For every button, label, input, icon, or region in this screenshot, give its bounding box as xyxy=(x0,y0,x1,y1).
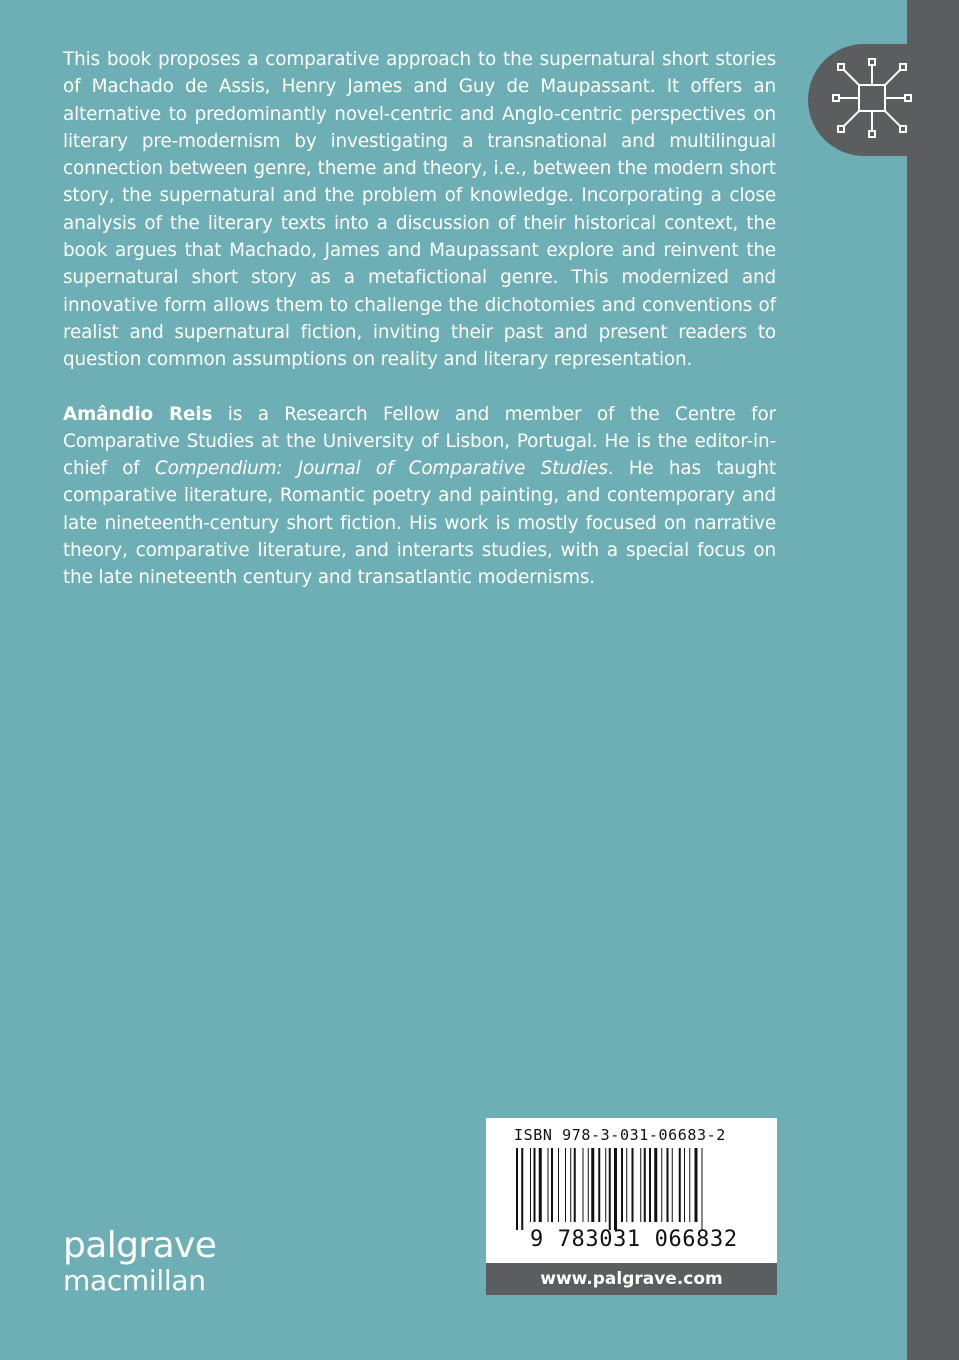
barcode-bar xyxy=(583,1148,584,1222)
barcode-bar xyxy=(539,1148,542,1222)
palgrave-star-icon xyxy=(830,56,914,140)
barcode-bar xyxy=(551,1148,553,1222)
barcode-bars xyxy=(516,1148,746,1230)
barcode-bar xyxy=(605,1148,606,1222)
barcode-bar xyxy=(521,1148,523,1230)
author-name: Amândio Reis xyxy=(63,403,213,425)
barcode-bar xyxy=(626,1148,627,1222)
barcode-bar xyxy=(667,1148,669,1222)
barcode-bar xyxy=(516,1148,518,1230)
book-description: This book proposes a comparative approach to the supernatural short stories of Machado de Assis, Henry James and Guy de Maupassant. It offers an alternative to predominantly novel-centric and Anglo-centric perspectives on literary pre-modernism by investigating a transnational and multilingual connection between genre, theme and theory, i.e., between the modern short story, the supernatural and the problem of knowledge. Incorporating a close analysis of the literary texts into a discussion of their historical context, the book argues that Machado, James and Maupassant explore and reinvent the supernatural short story as a metafictional genre. This modernized and innovative form allows them to challenge the dichotomies and conventions of realist and supernatural fiction, inviting their past and present readers to question common assumptions on reality and literary representation. xyxy=(63,49,776,371)
barcode-box xyxy=(486,1118,777,1263)
barcode-bar xyxy=(565,1148,566,1222)
barcode-bar xyxy=(534,1148,536,1222)
barcode-bar xyxy=(640,1148,641,1222)
barcode-bar xyxy=(530,1148,531,1222)
barcode-bar xyxy=(679,1148,681,1222)
barcode-bar xyxy=(689,1148,690,1222)
barcode-bar xyxy=(609,1148,611,1230)
barcode-number: 9 783031 066832 xyxy=(530,1227,738,1252)
barcode-bar xyxy=(598,1148,600,1222)
barcode-bar xyxy=(654,1148,657,1222)
barcode-bar xyxy=(548,1148,549,1222)
author-bio-part1: is a Research Fellow and member of the Centre for Comparative Studies at the University of Lisbon, Portugal. He is the editor-in-chief of xyxy=(63,403,776,480)
barcode-bar xyxy=(588,1148,589,1222)
barcode-bar xyxy=(591,1148,594,1222)
barcode-bar xyxy=(570,1148,571,1222)
publisher-website: www.palgrave.com xyxy=(486,1263,777,1295)
isbn-label: ISBN 978-3-031-06683-2 xyxy=(514,1126,726,1144)
publisher-logo-line2: macmillan xyxy=(63,1264,206,1297)
barcode-bar xyxy=(558,1148,559,1222)
author-bio xyxy=(63,401,776,592)
barcode-bar xyxy=(614,1148,617,1230)
back-cover-blurb xyxy=(63,46,776,592)
publisher-logo-line1: palgrave xyxy=(63,1225,217,1266)
barcode-bar xyxy=(661,1148,662,1222)
barcode-bar xyxy=(672,1148,673,1222)
barcode-bar xyxy=(621,1148,623,1222)
barcode-bar xyxy=(644,1148,646,1222)
barcode-bar xyxy=(649,1148,651,1222)
barcode-bar xyxy=(702,1148,703,1230)
barcode-bar xyxy=(632,1148,634,1222)
barcode-bar xyxy=(684,1148,685,1222)
journal-title: Compendium: Journal of Comparative Studies xyxy=(154,458,608,480)
author-bio-part2: . He has taught comparative literature, Romantic poetry and painting, and contemporary and late nineteenth-century short fiction. His work is mostly focused on narrative theory, comparative literature, and interarts studies, with a special focus on the late nineteenth century and transatlantic modernisms. xyxy=(63,458,776,589)
barcode-bar xyxy=(574,1148,576,1222)
logo-tab xyxy=(808,44,959,156)
spine-strip xyxy=(907,0,959,1360)
barcode-bar xyxy=(695,1148,698,1222)
publisher-logo xyxy=(63,1225,217,1298)
